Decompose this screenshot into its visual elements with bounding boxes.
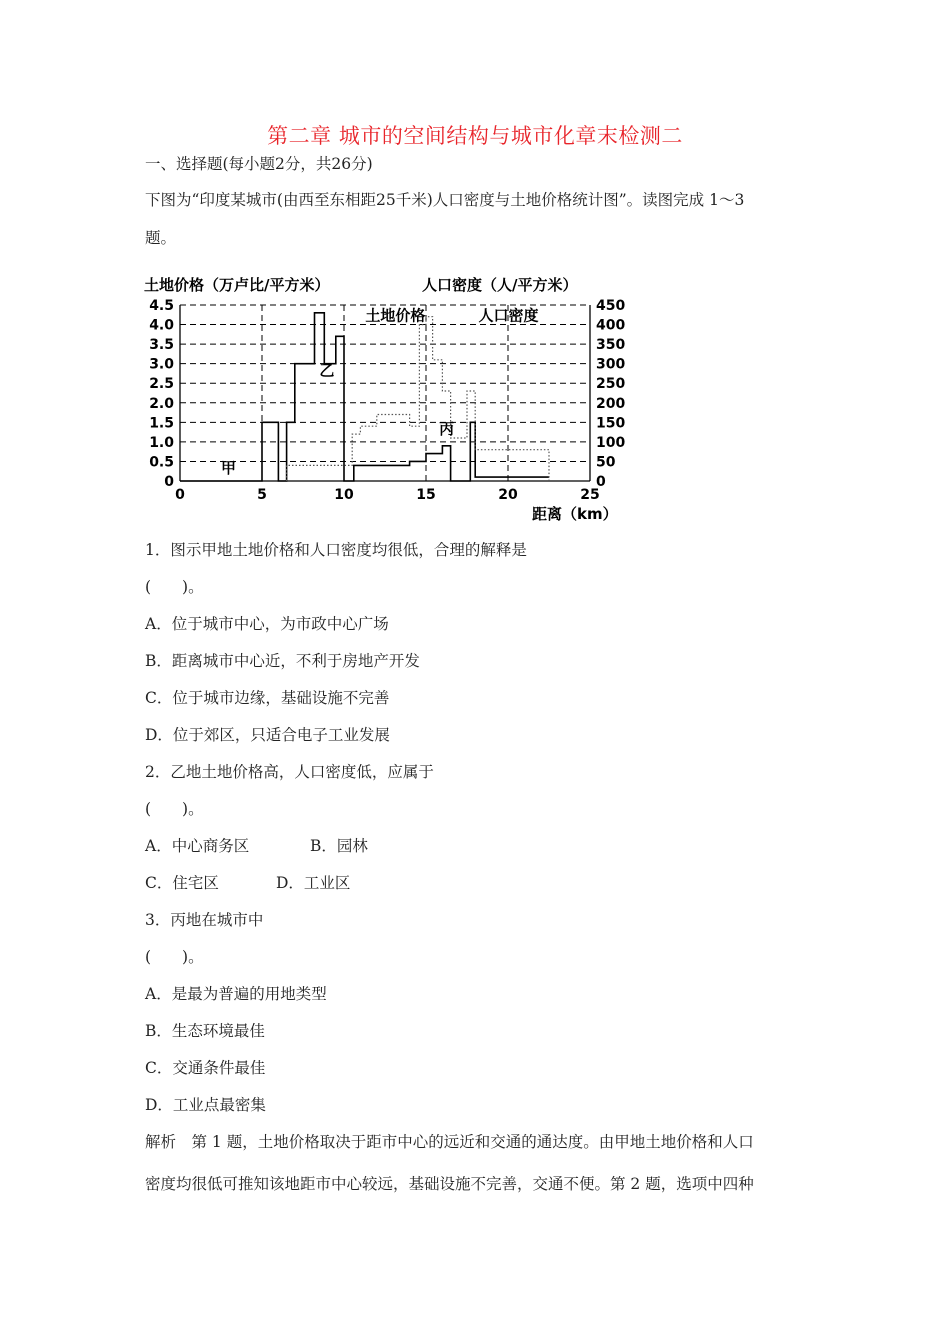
y-left-tick-label: 1.5 [149, 415, 174, 432]
y-right-axis-label: 人口密度（人/平方米） [422, 276, 578, 294]
chart-annotation: 土地价格 [365, 306, 426, 325]
x-tick-label: 15 [416, 487, 436, 503]
y-left-tick-label: 4.0 [149, 317, 174, 334]
land-price-line [180, 313, 549, 481]
q3-option-b: B．生态环境最佳 [145, 1022, 265, 1040]
grid-layer [180, 305, 590, 481]
q2-option-a: A．中心商务区 [145, 837, 250, 855]
q2-option-c: C．住宅区 [145, 874, 219, 892]
y-right-tick-label: 450 [596, 298, 626, 314]
y-left-axis-label: 土地价格（万卢比/平方米） [144, 276, 330, 294]
analysis-text-cont: 密度均很低可推知该地距市中心较远，基础设施不完善，交通不便。第 2 题，选项中四种 [145, 1175, 754, 1193]
q1-option-b: B．距离城市中心近，不利于房地产开发 [145, 652, 420, 670]
y-left-tick-label: 3.5 [149, 337, 174, 354]
y-right-tick-label: 150 [596, 415, 626, 432]
section-heading: 一、选择题(每小题2分，共26分) [145, 155, 373, 173]
question-3-blank: ( )。 [145, 948, 204, 966]
y-right-tick-label: 350 [596, 337, 626, 354]
y-right-tick-label: 300 [596, 356, 626, 373]
y-left-tick-label: 0.5 [149, 454, 174, 471]
x-tick-label: 5 [257, 487, 267, 503]
x-tick-label: 25 [580, 487, 600, 503]
q1-option-c: C．位于城市边缘，基础设施不完善 [145, 689, 390, 707]
y-left-tick-label: 3.0 [149, 356, 174, 373]
x-tick-label: 20 [498, 487, 518, 503]
chart-container [140, 268, 640, 526]
series-layer [180, 313, 549, 481]
question-2: 2．乙地土地价格高，人口密度低，应属于 [145, 763, 434, 781]
chart-annotation: 丙 [439, 420, 455, 439]
land-price-population-chart [140, 268, 640, 526]
q1-option-a: A．位于城市中心，为市政中心广场 [145, 615, 389, 633]
question-1-blank: ( )。 [145, 578, 204, 596]
q2-option-b: B．园林 [310, 837, 368, 855]
labels-layer [221, 307, 538, 478]
x-axis-label: 距离（km） [532, 505, 618, 523]
q3-option-a: A．是最为普遍的用地类型 [145, 985, 327, 1003]
chart-annotation: 甲 [221, 459, 237, 478]
y-left-tick-label: 1.0 [149, 434, 174, 451]
x-tick-label: 0 [175, 487, 185, 503]
y-right-tick-label: 400 [596, 317, 626, 334]
y-left-tick-label: 2.0 [149, 395, 174, 412]
y-right-tick-label: 250 [596, 376, 626, 393]
q3-option-c: C．交通条件最佳 [145, 1059, 266, 1077]
chart-annotation: 乙 [319, 361, 335, 380]
page-title: 第二章 城市的空间结构与城市化章末检测二 [267, 124, 683, 148]
q3-option-d: D．工业点最密集 [145, 1096, 266, 1114]
y-right-tick-label: 200 [596, 395, 626, 412]
question-3: 3．丙地在城市中 [145, 911, 264, 929]
y-left-tick-label: 2.5 [149, 376, 174, 393]
analysis-text: 解析 第 1 题，土地价格取决于距市中心的远近和交通的通达度。由甲地土地价格和人口 [145, 1133, 754, 1151]
y-right-tick-label: 100 [596, 434, 626, 451]
x-tick-label: 10 [334, 487, 354, 503]
y-left-tick-label: 4.5 [149, 298, 174, 314]
question-1: 1．图示甲地土地价格和人口密度均很低，合理的解释是 [145, 541, 527, 559]
q2-option-d: D．工业区 [276, 874, 351, 892]
intro-text: 下图为“印度某城市(由西至东相距25千米)人口密度与土地价格统计图”。读图完成 1～3 [145, 191, 745, 209]
y-left-tick-label: 0 [164, 474, 174, 490]
y-right-tick-label: 0 [596, 474, 606, 490]
chart-annotation: 人口密度 [478, 306, 539, 325]
q1-option-d: D．位于郊区，只适合电子工业发展 [145, 726, 390, 744]
population-density-line [287, 317, 549, 481]
y-right-tick-label: 50 [596, 454, 616, 471]
intro-text-cont: 题。 [145, 229, 177, 247]
question-2-blank: ( )。 [145, 800, 204, 818]
